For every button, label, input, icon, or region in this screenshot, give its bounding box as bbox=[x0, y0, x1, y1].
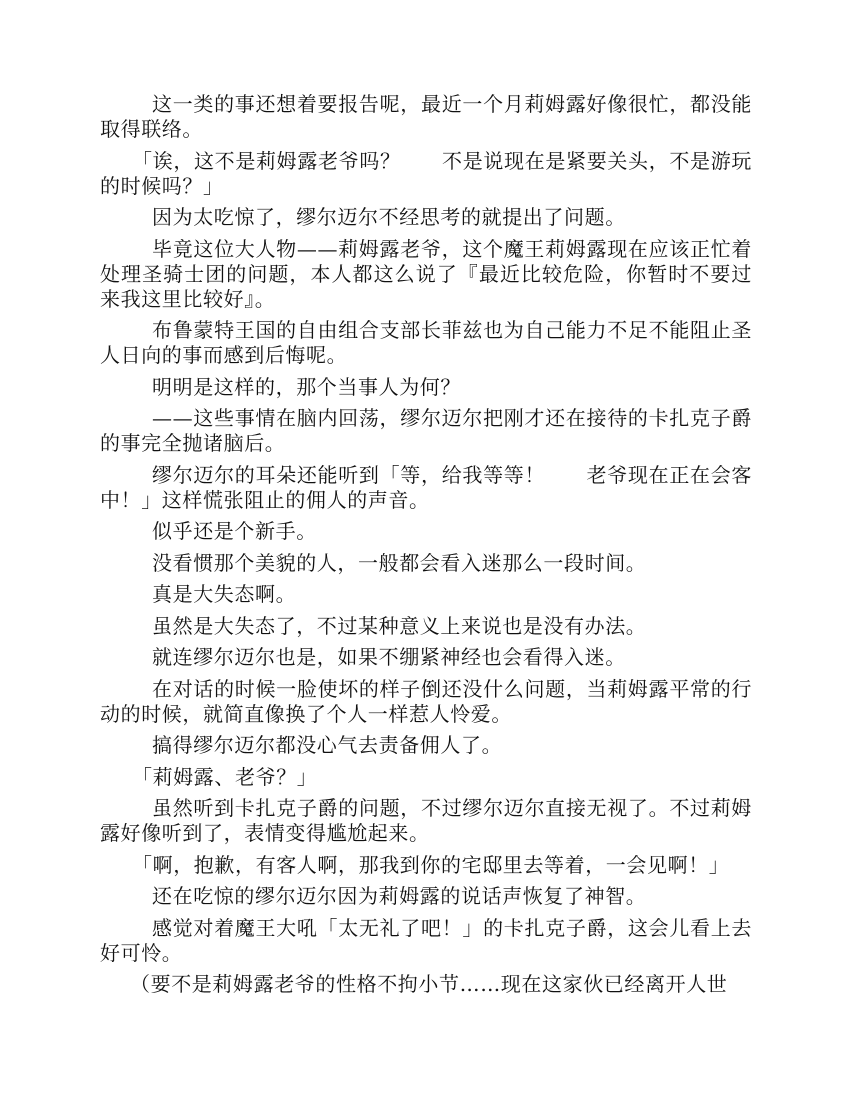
paragraph: 没看惯那个美貌的人，一般都会看入迷那么一段时间。 bbox=[152, 550, 647, 575]
paragraph: 虽然听到卡扎克子爵的问题，不过缪尔迈尔直接无视了。不过莉姆露好像听到了，表情变得尴尬起来。 bbox=[100, 796, 752, 845]
paragraph: 就连缪尔迈尔也是，如果不绷紧神经也会看得入迷。 bbox=[152, 645, 626, 669]
paragraph: 虽然是大失态了，不过某种意义上来说也是没有办法。 bbox=[152, 613, 647, 638]
paragraph: 因为太吃惊了，缪尔迈尔不经思考的就提出了问题。 bbox=[152, 205, 626, 229]
paragraph: 布鲁蒙特王国的自由组合支部长菲兹也为自己能力不足不能阻止圣人日向的事而感到后悔呢。 bbox=[100, 318, 752, 367]
paragraph: 在对话的时候一脸使坏的样子倒还没什么问题，当莉姆露平常的行动的时候，就简直像换了个人一样惹人怜爱。 bbox=[100, 676, 752, 726]
paragraph: ——这些事情在脑内回荡，缪尔迈尔把刚才还在接待的卡扎克子爵的事完全抛诸脑后。 bbox=[100, 406, 752, 455]
paragraph: 明明是这样的，那个当事人为何？ bbox=[152, 374, 461, 399]
paragraph: 真是大失态啊。 bbox=[152, 582, 297, 606]
paragraph: 这一类的事还想着要报告呢，最近一个月莉姆露好像很忙，都没能取得联络。 bbox=[100, 92, 752, 141]
thought-paragraph: （要不是莉姆露老爷的性格不拘小节……现在这家伙已经离开人世 bbox=[130, 972, 728, 996]
paragraph: 还在吃惊的缪尔迈尔因为莉姆露的说话声恢复了神智。 bbox=[152, 884, 647, 908]
paragraph: 毕竟这位大人物——莉姆露老爷，这个魔王莉姆露现在应该正忙着处理圣骑士团的问题，本人都这么说了『最近比较危险，你暂时不要过来我这里比较好』。 bbox=[100, 236, 752, 311]
dialogue-paragraph: 「诶，这不是莉姆露老爷吗？ 不是说现在是紧要关头，不是游玩的时候吗？」 bbox=[100, 148, 752, 198]
paragraph: 搞得缪尔迈尔都没心气去责备佣人了。 bbox=[152, 733, 503, 757]
paragraph: 感觉对着魔王大吼「太无礼了吧！」的卡扎克子爵，这会儿看上去好可怜。 bbox=[100, 915, 752, 965]
dialogue-paragraph: 「啊，抱歉，有客人啊，那我到你的宅邸里去等着，一会见啊！」 bbox=[132, 852, 730, 877]
paragraph: 似乎还是个新手。 bbox=[152, 519, 317, 543]
paragraph: 缪尔迈尔的耳朵还能听到「等，给我等等！ 老爷现在正在会客中！」这样慌张阻止的佣人的声音。 bbox=[100, 462, 752, 512]
dialogue-paragraph: 「莉姆露、老爷？」 bbox=[132, 764, 318, 789]
text-body bbox=[100, 92, 752, 1004]
